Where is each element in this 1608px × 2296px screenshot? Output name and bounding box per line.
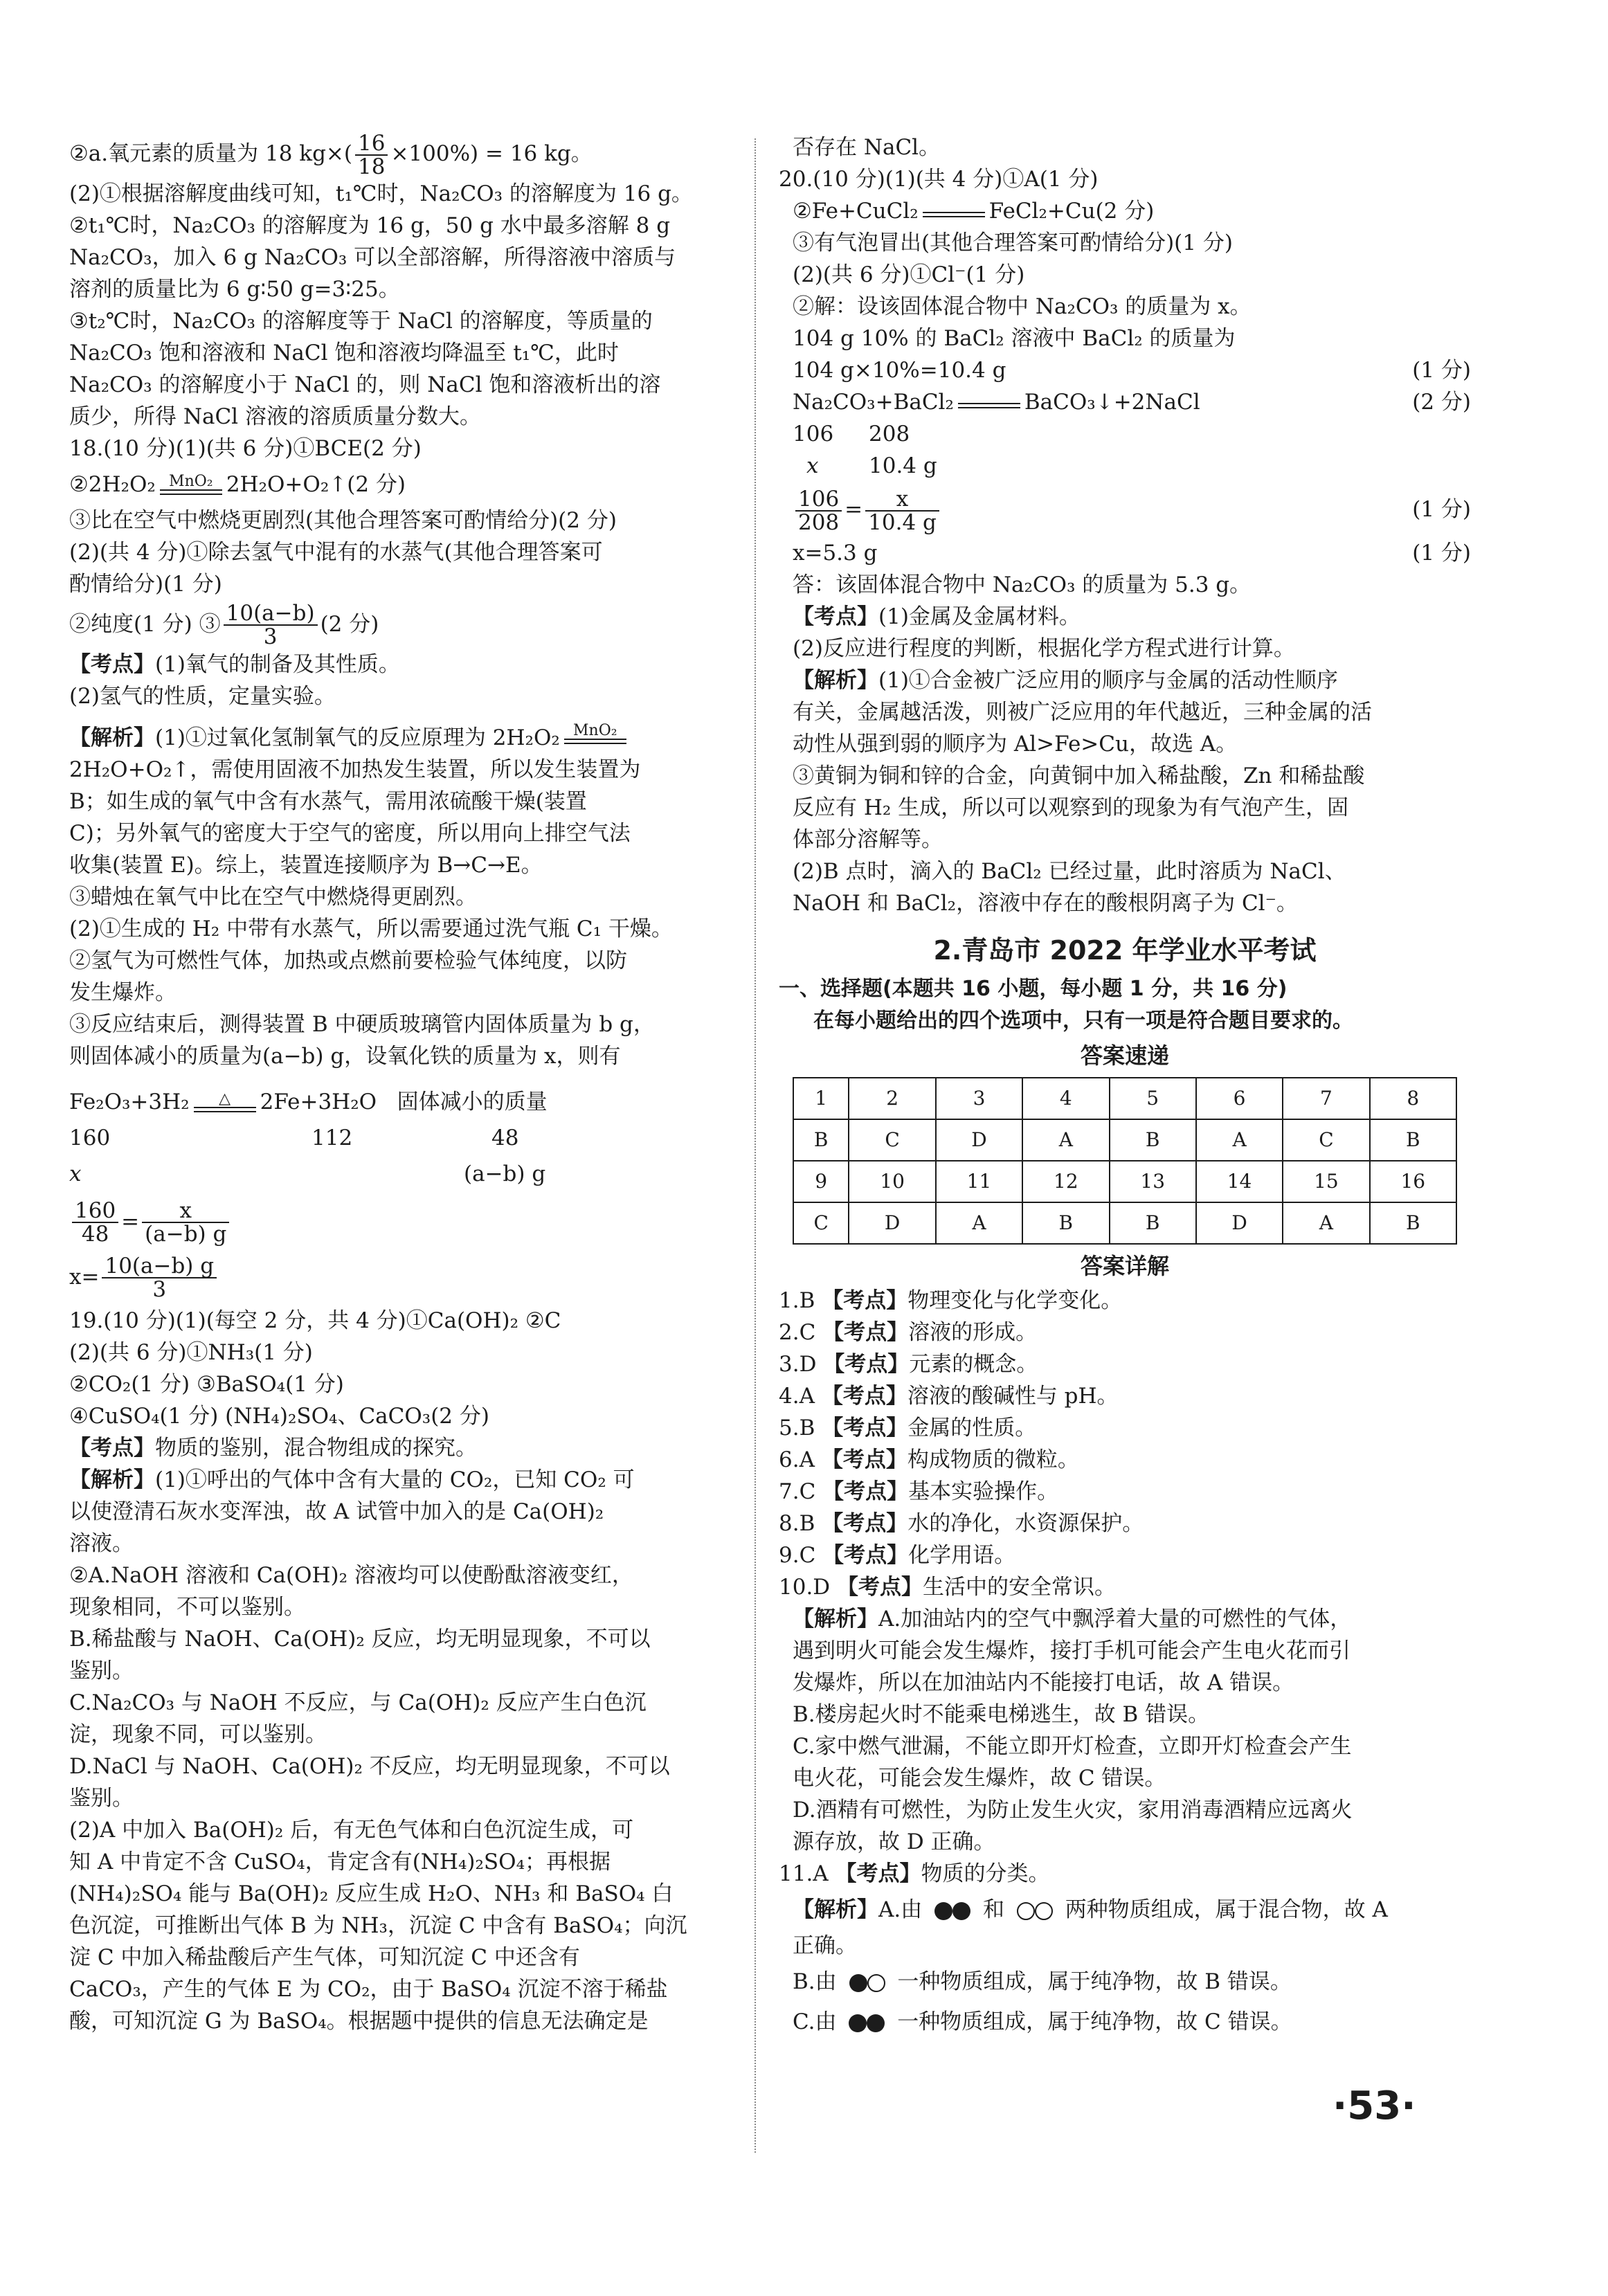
q11-line: 正确。 [793,1933,857,1958]
section-title: 2.青岛市 2022 年学业水平考试 [933,935,1317,966]
q20-line: ②解：设该固体混合物中 Na₂CO₃ 的质量为 x。 [793,294,1252,319]
q19-line: D.NaCl 与 NaOH、Ca(OH)₂ 不反应，均无明显现象，不可以 [69,1753,670,1779]
q20-line: 104 g×10%=10.4 g (1 分) [793,358,1471,383]
q18-line: ③比在空气中燃烧更剧烈(其他合理答案可酌情给分)(2 分) [69,507,617,533]
q20-line: ③黄铜为铜和锌的合金，向黄铜中加入稀盐酸，Zn 和稀盐酸 [793,763,1365,788]
q18-line: (2)①生成的 H₂ 中带有水蒸气，所以需要通过洗气瓶 C₁ 干燥。 [69,916,673,941]
q18-line: 酌情给分)(1 分) [69,571,222,597]
q20-fraction-eq: $\frac{106}{208}$ = $\frac{x}{10.4 g}$ (1 分) [779,482,1471,537]
q20-result: x=5.3 g (1 分) [793,541,1471,566]
q19-head: 19.(10 分)(1)(每空 2 分，共 4 分)①Ca(OH)₂ ②C [69,1308,561,1333]
q18-mass-row: x (a−b) g [69,1161,546,1186]
quick-answer-title: 答案速递 [1080,1042,1169,1069]
answer-table [793,1077,1457,1245]
fraction: $\frac{16}{18}$ [355,132,388,178]
q19-line: ④CuSO₄(1 分) (NH₄)₂SO₄、CaCO₃(2 分) [69,1403,489,1429]
q10-line: 遇到明火可能会发生爆炸，接打手机可能会产生电火花而引 [793,1638,1350,1663]
table-row: 9 10 11 12 13 14 15 16 [793,1161,1456,1202]
q19-line: ②A.NaOH 溶液和 Ca(OH)₂ 溶液均可以使酚酞溶液变红， [69,1562,633,1588]
q19-line: 鉴别。 [69,1785,134,1811]
q20-answer: 答：该固体混合物中 Na₂CO₃ 的质量为 5.3 g。 [793,572,1252,597]
q20-line: 反应有 H₂ 生成，所以可以观察到的现象为有气泡产生，固 [793,795,1349,820]
q18-mass-row: 160 112 48 [69,1125,519,1150]
q20-line: ③有气泡冒出(其他合理答案可酌情给分)(1 分) [793,230,1233,255]
q10-line: 发爆炸，所以在加油站内不能接打电话，故 A 错误。 [793,1670,1294,1695]
q18-line: C)；另外氧气的密度大于空气的密度，所以用向上排空气法 [69,820,631,846]
list-item: 3.D 【考点】元素的概念。 [779,1352,1038,1377]
mc-subheading: 在每小题给出的四个选项中，只有一项是符合题目要求的。 [813,1009,1353,1033]
q19-jiexi: 【解析】(1)①呼出的气体中含有大量的 CO₂，已知 CO₂ 可 [69,1467,635,1492]
q18-equation: ②2H₂O₂ MnO₂ 2H₂O+O₂↑(2 分) [69,464,734,505]
molecule-black-white-icon [849,1962,885,2002]
list-item: 11.A 【考点】物质的分类。 [779,1861,1050,1886]
q19-line: (2)(共 6 分)①NH₃(1 分) [69,1339,313,1365]
reaction-arrow: MnO₂ [564,723,626,754]
q19-line: B.稀盐酸与 NaOH、Ca(OH)₂ 反应，均无明显现象，不可以 [69,1626,651,1652]
list-item: 8.B 【考点】水的净化，水资源保护。 [779,1511,1144,1536]
q19-line: C.Na₂CO₃ 与 NaOH 不反应，与 Ca(OH)₂ 反应产生白色沉 [69,1690,647,1715]
q18-result: x= $\frac{10(a-b) g}{3}$ [69,1249,734,1305]
q20-head: 20.(10 分)(1)(共 4 分)①A(1 分) [779,167,1099,192]
q18-line: ②氢气为可燃性气体，加热或点燃前要检验气体纯度，以防 [69,948,627,973]
q19-line: 现象相同，不可以鉴别。 [69,1594,305,1620]
q17-line: ②t₁℃时，Na₂CO₃ 的溶解度为 16 g，50 g 水中最多溶解 8 g [69,213,671,238]
q17-line: Na₂CO₃ 的溶解度小于 NaCl 的，则 NaCl 饱和溶液析出的溶 [69,372,661,397]
molecule-white-pair-icon [1017,1890,1053,1930]
q18-fraction-eq: $\frac{160}{48}$ = $\frac{x}{(a-b) g}$ [69,1194,734,1249]
q20-line: 104 g 10% 的 BaCl₂ 溶液中 BaCl₂ 的质量为 [793,326,1236,351]
q20-equation-1: ②Fe+CuCl₂ FeCl₂+Cu(2 分) [779,195,1471,227]
q18-head: 18.(10 分)(1)(共 6 分)①BCE(2 分) [69,435,422,461]
q18-line: 则固体减小的质量为(a−b) g，设氧化铁的质量为 x，则有 [69,1043,621,1069]
q19-line: 知 A 中肯定不含 CuSO₄，肯定含有(NH₄)₂SO₄；再根据 [69,1849,611,1874]
mc-heading: 一、选择题(本题共 16 小题，每小题 1 分，共 16 分) [779,977,1288,1001]
fraction: $\frac{10(a-b)}{3}$ [224,602,318,648]
detail-title: 答案详解 [1080,1253,1169,1279]
q17-line: (2)①根据溶解度曲线可知，t₁℃时，Na₂CO₃ 的溶解度为 16 g。 [69,181,693,206]
q10-line: 源存放，故 D 正确。 [793,1829,995,1854]
reaction-arrow: △ [194,1092,256,1122]
list-item: 7.C 【考点】基本实验操作。 [779,1479,1059,1504]
q20-line: (2)反应进行程度的判断，根据化学方程式进行计算。 [793,636,1295,661]
q17-line: 质少，所得 NaCl 溶液的溶质质量分数大。 [69,404,481,429]
list-item: 4.A 【考点】溶液的酸碱性与 pH。 [779,1384,1119,1409]
table-row: B C D A B A C B [793,1119,1456,1161]
q10-line: C.家中燃气泄漏，不能立即开灯检查，立即开灯检查会产生 [793,1734,1352,1759]
q18-equation-2: Fe₂O₃+3H₂ △ 2Fe+3H₂O 固体减小的质量 [69,1082,734,1122]
q17-line: Na₂CO₃，加入 6 g Na₂CO₃ 可以全部溶解，所得溶液中溶质与 [69,244,676,270]
q19-line: (NH₄)₂SO₄ 能与 Ba(OH)₂ 反应生成 H₂O、NH₃ 和 BaSO₄ 白 [69,1881,674,1906]
q19-line: 淀，现象不同，可以鉴别。 [69,1721,327,1747]
q18-line: 发生爆炸。 [69,979,177,1005]
q18-line: ③蜡烛在氧气中比在空气中燃烧得更剧烈。 [69,884,477,910]
q17-line: 溶剂的质量比为 6 g∶50 g=3∶25。 [69,276,400,302]
list-item: 5.B 【考点】金属的性质。 [779,1416,1037,1440]
reaction-arrow [923,212,985,227]
q18-line: (2)(共 4 分)①除去氢气中混有的水蒸气(其他合理答案可 [69,539,603,565]
q18-jiexi: 【解析】(1)①过氧化氢制氧气的反应原理为 2H₂O₂ MnO₂ [69,722,734,754]
reaction-arrow: MnO₂ [160,474,222,505]
q19-kaodian: 【考点】物质的鉴别，混合物组成的探究。 [69,1435,477,1461]
list-item: 6.A 【考点】构成物质的微粒。 [779,1447,1079,1472]
q11-option-b: B.由 一种物质组成，属于纯净物，故 B 错误。 [779,1962,1471,2002]
q19-line: 淀 C 中加入稀盐酸后产生气体，可知沉淀 C 中还含有 [69,1944,580,1970]
q18-line-6: ②纯度(1 分) ③ $\frac{10(a-b)}{3}$ (2 分) [69,601,379,649]
q17-line: Na₂CO₃ 饱和溶液和 NaCl 饱和溶液均降温至 t₁℃，此时 [69,340,619,365]
q18-kaodian: 【考点】(1)氧气的制备及其性质。 [69,651,400,677]
q19-line: (2)A 中加入 Ba(OH)₂ 后，有无色气体和白色沉淀生成，可 [69,1817,634,1843]
q18-line: B；如生成的氧气中含有水蒸气，需用浓硫酸干燥(装置 [69,788,587,814]
q20-equation-2: Na₂CO₃+BaCl₂ BaCO₃↓+2NaCl (2 分) [779,386,1471,418]
q19-line: 酸，可知沉淀 G 为 BaSO₄。根据题中提供的信息无法确定是 [69,2008,649,2034]
q19-line: CaCO₃，产生的气体 E 为 CO₂，由于 BaSO₄ 沉淀不溶于稀盐 [69,1976,668,2002]
q20-mass-row: 106 208 [793,422,910,446]
list-item: 2.C 【考点】溶液的形成。 [779,1320,1038,1345]
q10-jiexi: 【解析】A.加油站内的空气中飘浮着大量的可燃性的气体， [793,1607,1352,1631]
list-item: 10.D 【考点】生活中的安全常识。 [779,1575,1117,1600]
q18-line: 收集(装置 E)。综上，装置连接顺序为 B→C→E。 [69,852,543,878]
molecule-black-black-icon [849,2002,885,2042]
q10-line: B.楼房起火时不能乘电梯逃生，故 B 错误。 [793,1702,1210,1727]
list-item: 1.B 【考点】物理变化与化学变化。 [779,1288,1123,1313]
q19-line: 溶液。 [69,1530,134,1556]
q20-mass-row: x 10.4 g [806,453,937,478]
q18-line: 2H₂O+O₂↑，需使用固液不加热发生装置，所以发生装置为 [69,757,641,782]
column-divider [755,138,756,2153]
q19-line: ②CO₂(1 分) ③BaSO₄(1 分) [69,1371,344,1397]
molecule-black-pair-icon [934,1890,970,1930]
q17-line: ③t₂℃时，Na₂CO₃ 的溶解度等于 NaCl 的溶解度，等质量的 [69,308,653,334]
right-column [779,132,1471,2042]
q20-kaodian: 【考点】(1)金属及金属材料。 [793,604,1081,629]
q20-jiexi: 【解析】(1)①合金被广泛应用的顺序与金属的活动性顺序 [793,668,1338,693]
q18-line: ③反应结束后，测得装置 B 中硬质玻璃管内固体质量为 b g， [69,1011,655,1037]
left-column [69,132,734,2037]
q17-line-1: ②a.氧元素的质量为 18 kg×( $\frac{16}{18}$ ×100%) = 16 kg。 [69,130,593,179]
q19-line: 色沉淀，可推断出气体 B 为 NH₃，沉淀 C 中含有 BaSO₄；向沉 [69,1913,687,1938]
q18-line: (2)氢气的性质，定量实验。 [69,683,336,709]
q19-line: 鉴别。 [69,1658,134,1683]
q20-line: 有关，金属越活泼，则被广泛应用的年代越近，三种金属的活 [793,700,1372,725]
q11-option-c: C.由 一种物质组成，属于纯净物，故 C 错误。 [779,2002,1471,2042]
q20-line: NaOH 和 BaCl₂，溶液中存在的酸根阴离子为 Cl⁻。 [793,891,1298,916]
q10-line: 电火花，可能会发生爆炸，故 C 错误。 [793,1766,1166,1791]
q20-line: 体部分溶解等。 [793,827,943,852]
q20-line: (2)B 点时，滴入的 BaCl₂ 已经过量，此时溶质为 NaCl、 [793,859,1346,884]
q11-option-a: 【解析】A.由 和 两种物质组成，属于混合物，故 A [779,1890,1471,1930]
q20-line: (2)(共 6 分)①Cl⁻(1 分) [793,262,1025,287]
q10-line: D.酒精有可燃性，为防止发生火灾，家用消毒酒精应远离火 [793,1798,1353,1823]
table-row: C D A B B D A B [793,1202,1456,1244]
q19-line: 以使澄清石灰水变浑浊，故 A 试管中加入的是 Ca(OH)₂ [69,1499,604,1524]
list-item: 9.C 【考点】化学用语。 [779,1543,1016,1568]
q20-line: 动性从强到弱的顺序为 Al>Fe>Cu，故选 A。 [793,732,1238,757]
page-number: ·53· [1333,2083,1416,2128]
reaction-arrow [958,403,1020,418]
q19-continued: 否存在 NaCl。 [793,135,941,160]
table-row: 1 2 3 4 5 6 7 8 [793,1078,1456,1119]
